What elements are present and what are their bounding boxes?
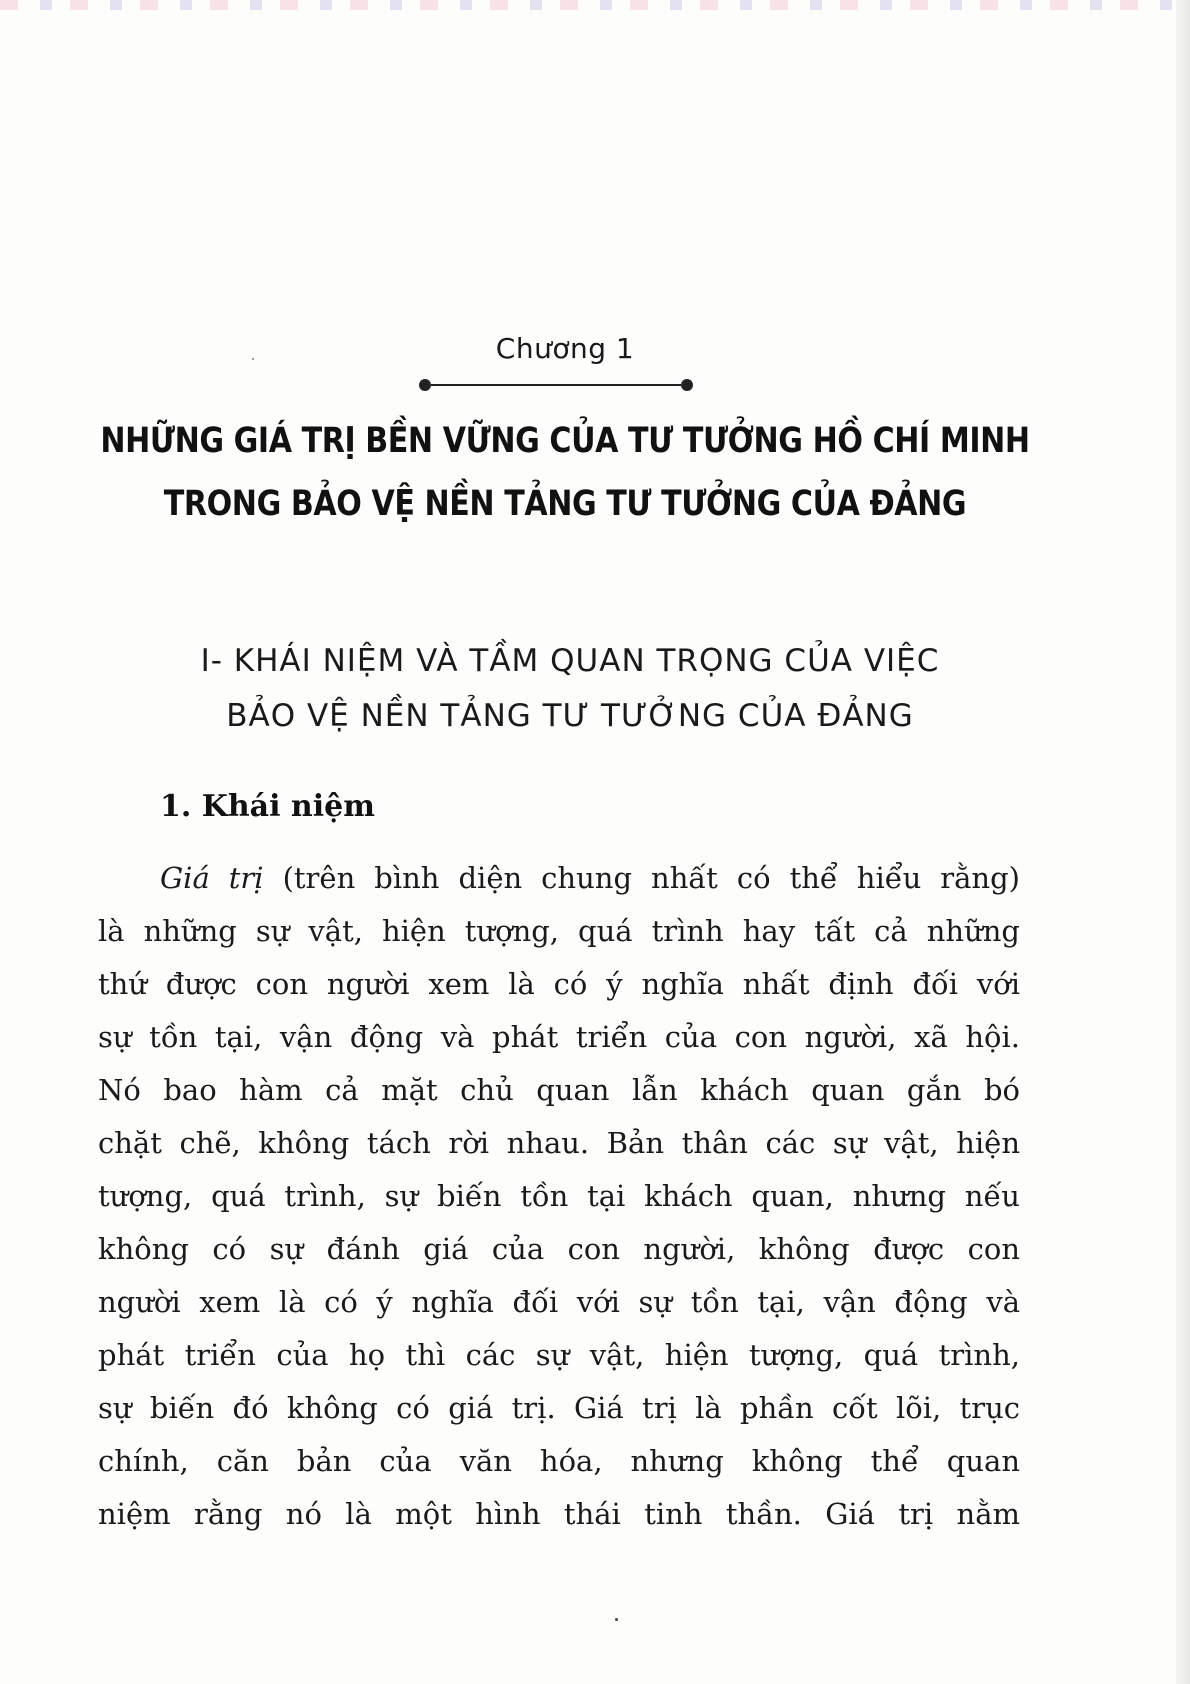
body-line: sự biến đó không có giá trị. Giá trị là phần cốt lõi, trục [98, 1391, 1020, 1425]
chapter-title [79, 410, 1051, 536]
body-line: không có sự đánh giá của con người, không được con [98, 1232, 1020, 1266]
chapter-title-line-1: NHỮNG GIÁ TRỊ BỀN VỮNG CỦA TƯ TƯỞNG HỒ CHÍ MINH [100, 421, 1030, 461]
scan-speck [615, 1618, 618, 1621]
subsection-heading: 1. Khái niệm [160, 789, 375, 824]
divider-dot-left [419, 379, 431, 391]
section-heading-line-1: I- KHÁI NIỆM VÀ TẦM QUAN TRỌNG CỦA VIỆC [200, 643, 940, 679]
chapter-label: Chương 1 [495, 332, 635, 365]
divider-dot-right [681, 379, 693, 391]
italic-term: Giá trị [160, 861, 264, 895]
body-line: phát triển của họ thì các sự vật, hiện tượng, quá trình, [98, 1338, 1020, 1372]
body-line: tượng, quá trình, sự biến tồn tại khách quan, nhưng nếu [98, 1179, 1020, 1213]
section-heading-line-2: BẢO VỆ NỀN TẢNG TƯ TƯỞNG CỦA ĐẢNG [226, 698, 914, 734]
body-line: Nó bao hàm cả mặt chủ quan lẫn khách quan gắn bó [98, 1073, 1020, 1107]
body-line-first-rest: (trên bình diện chung nhất có thể hiểu rằng) [263, 861, 1020, 895]
chapter-title-line-2: TRONG BẢO VỆ NỀN TẢNG TƯ TƯỞNG CỦA ĐẢNG [163, 484, 967, 524]
body-line: sự tồn tại, vận động và phát triển của con người, xã hội. [98, 1020, 1020, 1054]
body-line: là những sự vật, hiện tượng, quá trình hay tất cả những [98, 914, 1020, 948]
body-line: người xem là có ý nghĩa đối với sự tồn tại, vận động và [98, 1285, 1020, 1319]
body-line-last: niệm rằng nó là một hình thái tinh thần. Giá trị nằm [98, 1497, 1020, 1531]
section-heading [0, 634, 1140, 744]
body-line: thứ được con người xem là có ý nghĩa nhất định đối với [98, 967, 1020, 1001]
body-line: chính, căn bản của văn hóa, nhưng không thể quan [98, 1444, 1020, 1478]
scan-edge-strip [0, 0, 1190, 10]
page-edge-shadow [1176, 0, 1190, 1684]
body-line-first [160, 858, 1020, 898]
body-line: chặt chẽ, không tách rời nhau. Bản thân các sự vật, hiện [98, 1126, 1020, 1160]
chapter-divider-ornament [417, 377, 695, 393]
